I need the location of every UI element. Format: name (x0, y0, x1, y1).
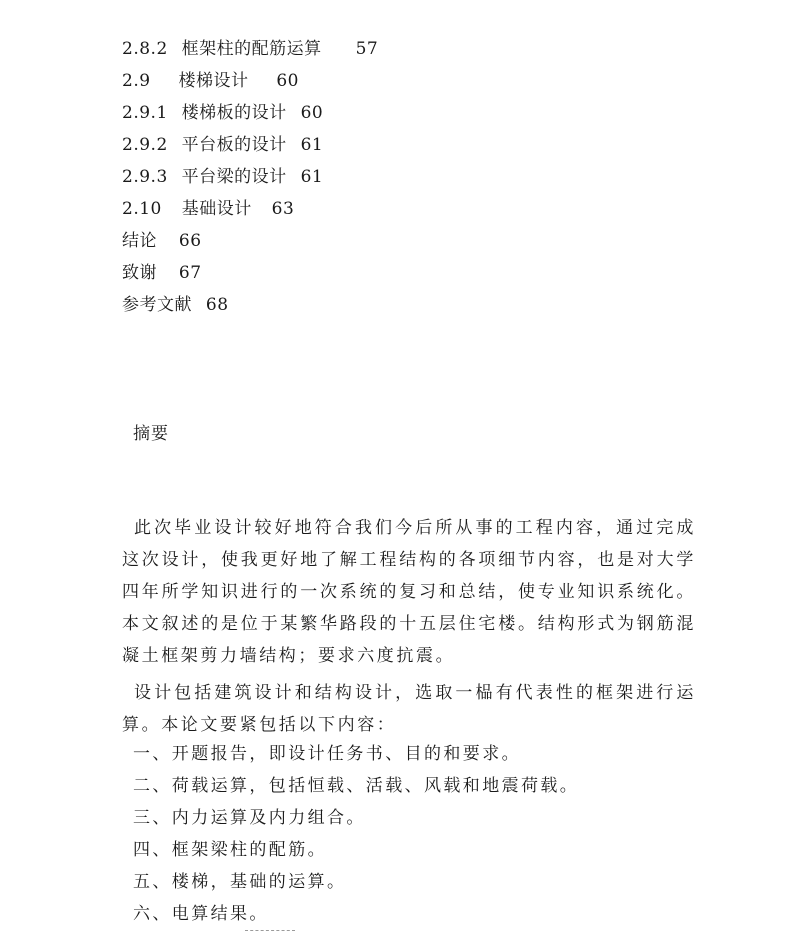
toc-entry (122, 262, 202, 284)
toc-entry-page: 60 (276, 71, 299, 91)
content-list-item: 三、内力运算及内力组合。 (133, 808, 366, 828)
toc-entry-title: 平台板的设计 (181, 135, 287, 155)
toc-entry (122, 294, 229, 316)
toc-entry-number: 2.9.1 (122, 103, 168, 123)
toc-entry-title: 楼梯板的设计 (181, 103, 287, 123)
toc-entry-title: 结论 (122, 231, 157, 251)
toc-entry-number: 2.9 (122, 71, 151, 91)
page-cutoff-mark (245, 930, 295, 935)
abstract-paragraph: 此次毕业设计较好地符合我们今后所从事的工程内容，通过完成这次设计，使我更好地了解工程结构的各项细节内容，也是对大学四年所学知识进行的一次系统的复习和总结，使专业知识系统化。本文叙述的是位于某繁华路段的十五层住宅楼。结构形式为钢筋混凝土框架剪力墙结构；要求六度抗震。 (122, 518, 696, 666)
toc-entry (122, 198, 294, 220)
toc-entry-page: 67 (178, 263, 202, 283)
content-list-item: 五、楼梯，基础的运算。 (133, 872, 347, 892)
toc-entry-title: 基础设计 (181, 199, 252, 219)
toc-entry (122, 166, 323, 188)
toc-entry-page: 63 (271, 199, 295, 219)
toc-entry-title: 致谢 (122, 263, 157, 283)
toc-entry-number: 2.10 (122, 199, 162, 219)
content-list-item: 二、荷载运算，包括恒载、活载、风载和地震荷载。 (133, 776, 580, 796)
content-list-item: 六、电算结果。 (133, 904, 269, 924)
toc-entry-page: 60 (300, 103, 324, 123)
abstract-paragraph: 设计包括建筑设计和结构设计，选取一榀有代表性的框架进行运算。本论文要紧包括以下内容： (122, 683, 696, 735)
abstract-heading: 摘要 (133, 424, 169, 444)
content-list-item: 四、框架梁柱的配筋。 (133, 840, 327, 860)
content-list-item: 一、开题报告，即设计任务书、目的和要求。 (133, 744, 521, 764)
toc-entry (122, 70, 299, 92)
toc-entry-number: 2.9.3 (122, 167, 168, 187)
toc-entry-page: 66 (178, 231, 202, 251)
toc-entry-page: 61 (300, 135, 324, 155)
toc-entry-title: 平台梁的设计 (181, 167, 287, 187)
toc-entry-title: 楼梯设计 (178, 71, 249, 91)
toc-entry-number: 2.9.2 (122, 135, 168, 155)
toc-entry (122, 102, 323, 124)
toc-entry-title: 参考文献 (122, 295, 192, 315)
toc-entry (122, 230, 202, 252)
toc-entry (122, 134, 323, 156)
toc-entry-page: 68 (205, 295, 229, 315)
toc-entry-page: 61 (300, 167, 324, 187)
toc-entry-title: 框架柱的配筋运算 (181, 39, 322, 59)
toc-entry (122, 38, 378, 60)
toc-entry-number: 2.8.2 (122, 39, 168, 59)
toc-entry-page: 57 (355, 39, 379, 59)
